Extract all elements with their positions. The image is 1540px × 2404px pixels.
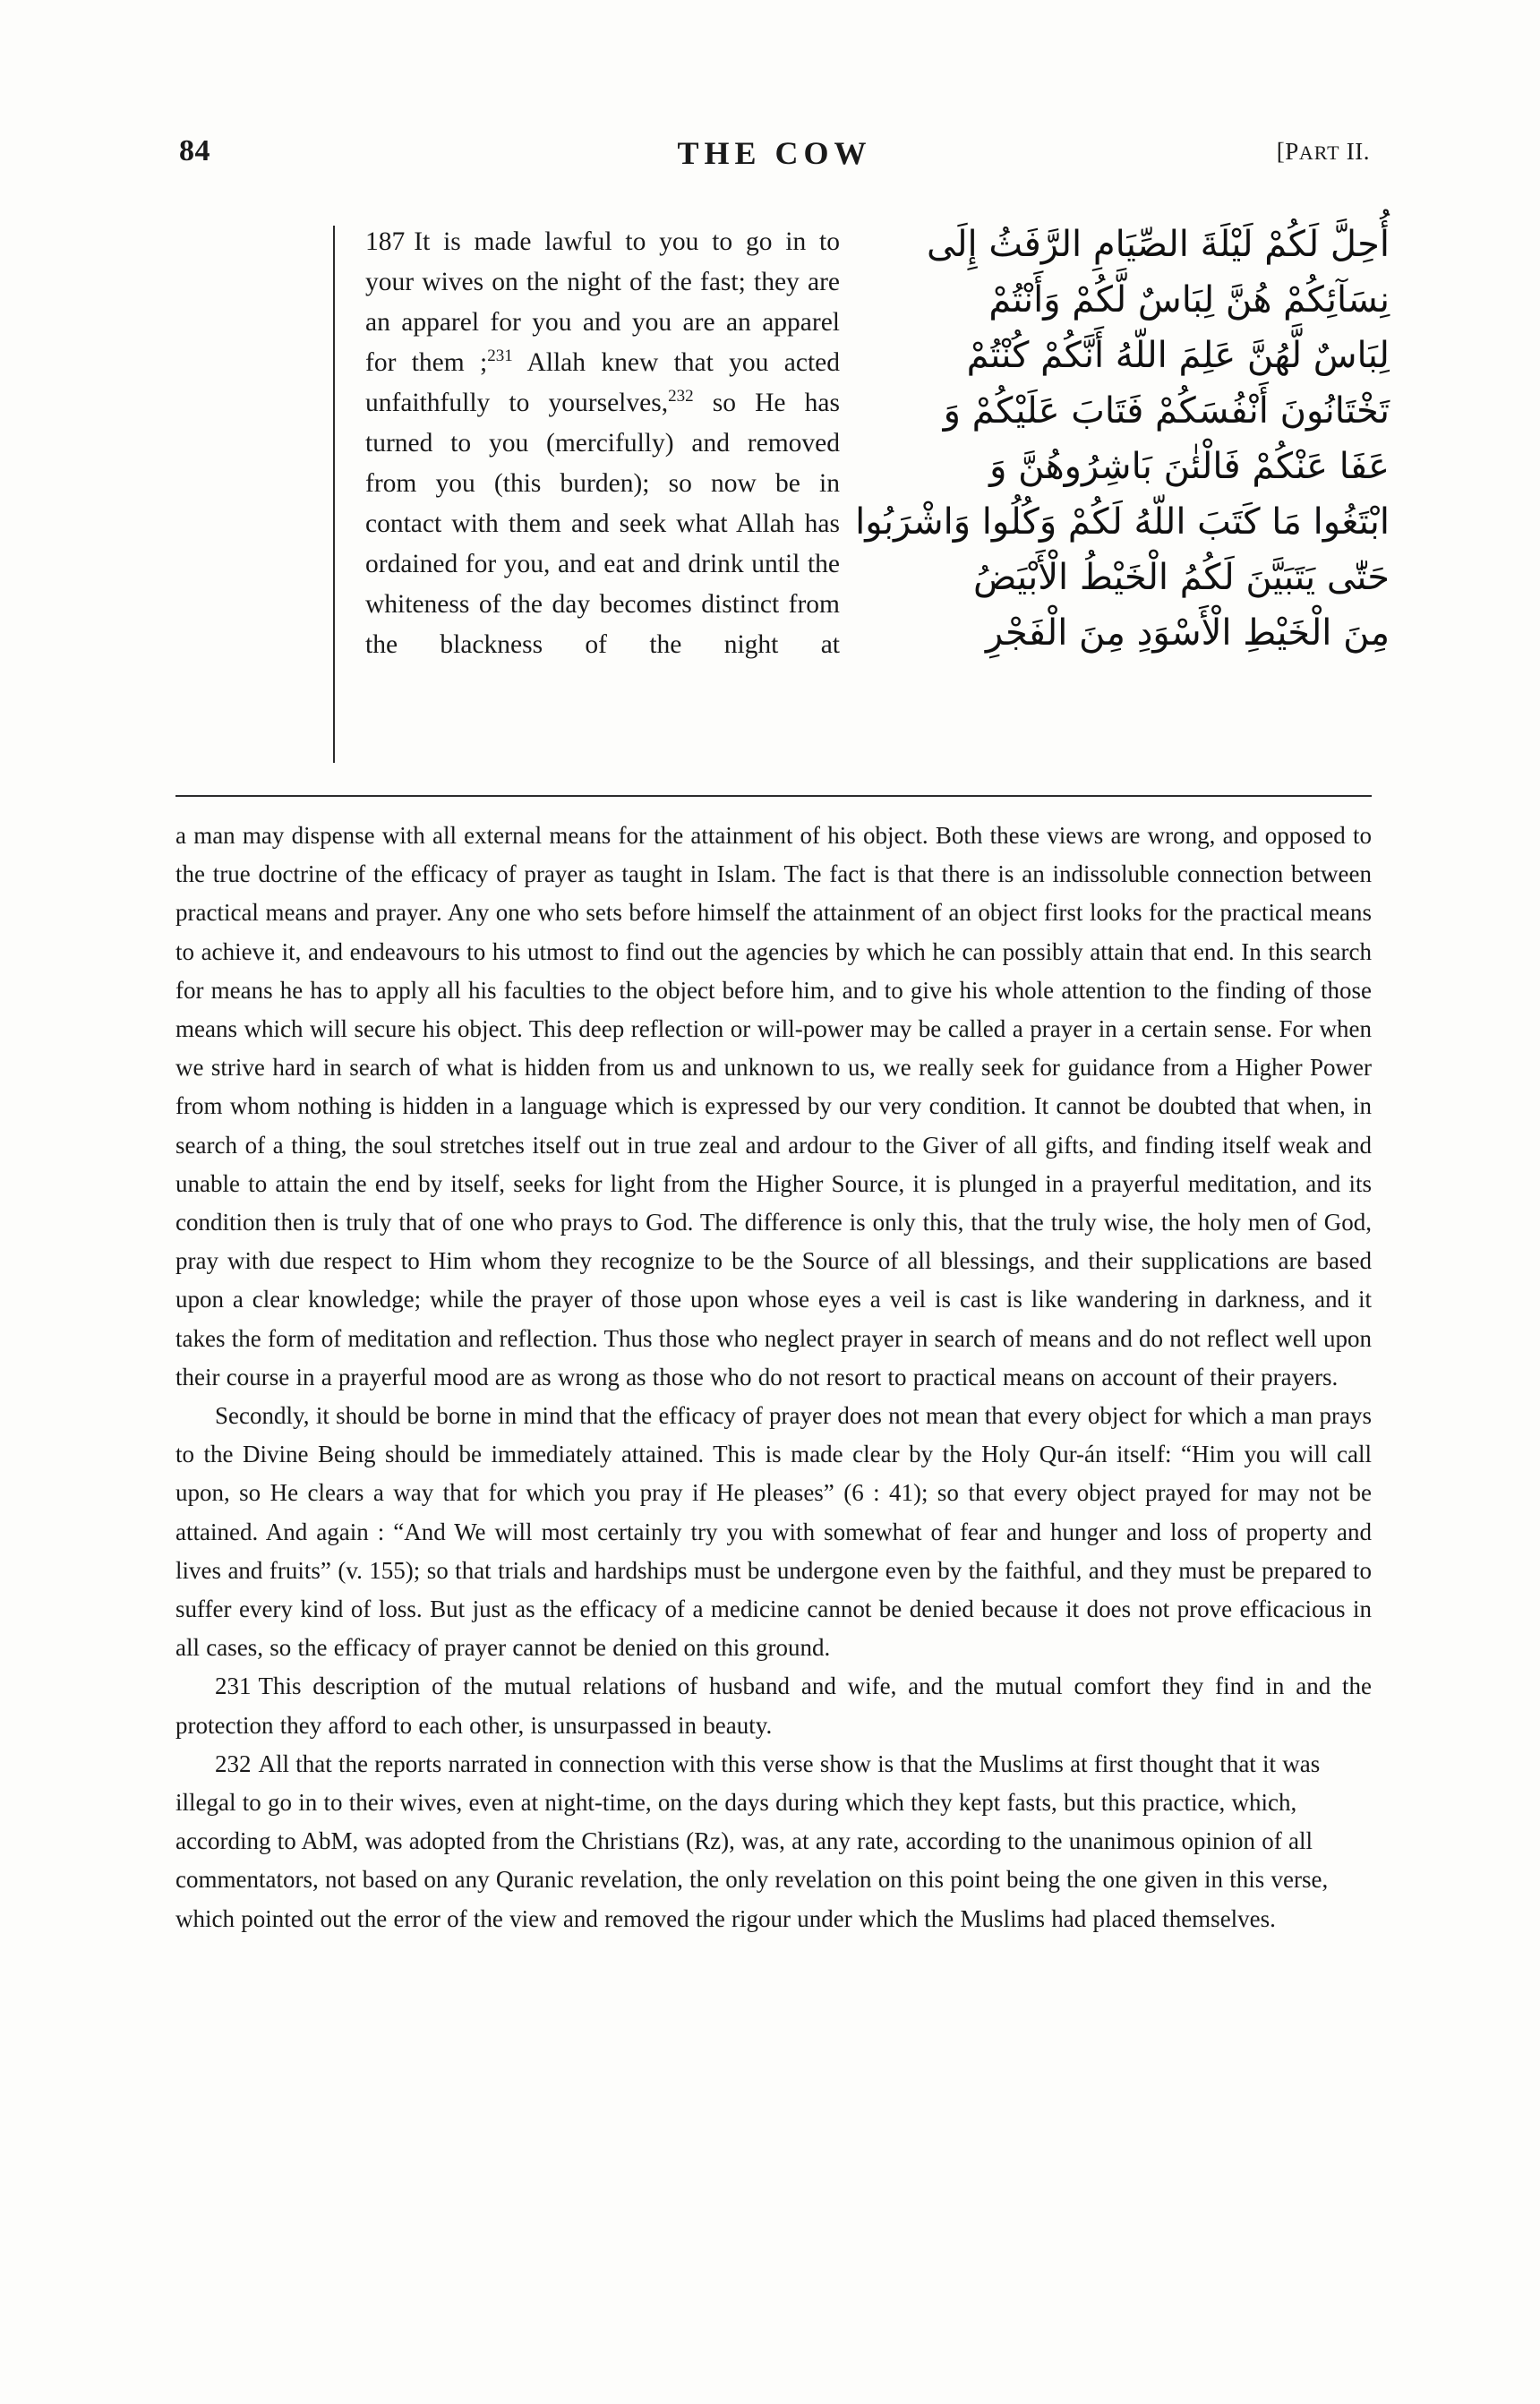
footnote-231-number: 231 [215, 1673, 252, 1700]
part-label-bracket: [ [1276, 138, 1286, 165]
footnote-231-body: This description of the mutual relations of husband and wife, and the mutual comfort they find in and the protection they afford to each other, is unsurpassed in beauty. [175, 1673, 1372, 1739]
part-label-initial: P [1285, 138, 1299, 165]
running-title: THE COW [677, 135, 872, 171]
footnote-ref-231: 231 [487, 346, 513, 366]
vertical-divider [333, 226, 335, 763]
arabic-line: تَخْتَانُونَ أَنْفُسَكُمْ فَتَابَ عَلَيْكُمْ وَ [943, 390, 1390, 432]
part-label-number: II. [1339, 138, 1370, 165]
commentary-paragraph-1: a man may dispense with all external means for the attainment of his object. Both these views are wrong, and opposed to the true doctrine of the efficacy of prayer as taught in Islam. The fact is that there is an indissoluble connection between practical means and prayer. Any one who sets before himself the attainment of an object first looks for the practical means to achieve it, and endeavours to his utmost to find out the agencies by which he can possibly attain that end. In this search for means he has to apply all his faculties to the object before him, and to give his whole attention to the finding of those means which will secure his object. This deep reflection or will-power may be called a prayer in a certain sense. For when we strive hard in search of what is hidden from us and unknown to us, we really seek for guidance from a Higher Power from whom nothing is hidden in a language which is expressed by our very condition. It cannot be doubted that when, in search of a thing, the soul stretches itself out in true zeal and ardour to the Giver of all gifts, and finding itself weak and unable to attain the end by itself, seeks for light from the Higher Source, it is plunged in a prayerful meditation, and its condition then is truly that of one who prays to God. The difference is only this, that the truly wise, the holy men of God, pray with due respect to Him whom they recognize to be the Source of all blessings, and their supplications are based upon a clear knowledge; while the prayer of those upon whose eyes a veil is cast is like wandering in darkness, and it takes the form of meditation and reflection. Thus those who neglect prayer in search of means and do not reflect well upon their course in a prayerful mood are as wrong as those who do not resort to practical means on account of their prayers. [175, 822, 1372, 1390]
footnote-231 [175, 1667, 1372, 1744]
footnote-232-text [175, 1745, 1372, 1938]
arabic-line: عَفَا عَنْكُمْ فَالْئٰنَ بَاشِرُوهُنَّ وَ [989, 446, 1390, 487]
page-header [179, 134, 1370, 179]
verse-number: 187 [365, 227, 406, 256]
arabic-verse-text [855, 217, 1390, 661]
verse-translation [365, 222, 840, 665]
footnote-232 [175, 1745, 1372, 1938]
verse-block [333, 222, 1390, 768]
verse-text-part-2: Allah knew that you acted unfaithfully to yourselves, [365, 348, 840, 417]
commentary-body [175, 817, 1372, 1938]
part-label [1277, 138, 1370, 166]
arabic-line: أُحِلَّ لَكُمْ لَيْلَةَ الصِّيَامِ الرَّفَثُ إِلَى [927, 224, 1390, 265]
footnote-231-text [175, 1667, 1372, 1744]
footnote-ref-232: 232 [668, 387, 694, 406]
horizontal-divider [175, 795, 1372, 797]
arabic-line: حَتّٰى يَتَبَيَّنَ لَكُمُ الْخَيْطُ الْأَبْيَضُ [973, 557, 1390, 598]
part-label-smallcaps: ART [1298, 141, 1340, 164]
commentary-paragraph-2: Secondly, it should be borne in mind that the efficacy of prayer does not mean that every object for which a man prays to the Divine Being should be immediately attained. This is made clear by the Holy Qur-án itself: “Him you will call upon, so He clears a way that for which you pray if He pleases” (6 : 41); so that every object prayed for may not be attained. And again : “And We will most certainly try you with somewhat of fear and hunger and loss of property and lives and fruits” (v. 155); so that trials and hardships must be undergone even by the faithful, and they must be prepared to suffer every kind of loss. But just as the efficacy of a medicine cannot be denied because it does not prove efficacious in all cases, so the efficacy of prayer cannot be denied on this ground. [175, 1402, 1372, 1662]
arabic-line: مِنَ الْخَيْطِ الْأَسْوَدِ مِنَ الْفَجْرِ [985, 612, 1390, 654]
footnote-232-number: 232 [215, 1750, 252, 1777]
arabic-line: ابْتَغُوا مَا كَتَبَ اللّهُ لَكُمْ وَكُلُوا وَاشْرَبُوا [855, 501, 1390, 543]
verse-text-part-1: It is made lawful to you to go in to your wives on the night of the fast; they are an apparel for you and you are an apparel for them ; [365, 227, 840, 377]
footnote-232-body: All that the reports narrated in connection with this verse show is that the Muslims at first thought that it was illegal to go in to their wives, even at night-time, on the days during which they kept fasts, but this practice, which, according to AbM, was adopted from the Christians (Rz), was, at any rate, according to the unanimous opinion of all commentators, not based on any Quranic revelation, the only revelation on this point being the one given in this verse, which pointed out the error of the view and removed the rigour under which the Muslims had placed themselves. [175, 1750, 1329, 1932]
verse-text-part-3: so He has turned to you (mercifully) and removed from you (this burden); so now be in contact with them and seek what Allah has ordained for you, and eat and drink until the whiteness of the day becomes distinct from the blackness of the night at [365, 389, 840, 659]
arabic-line: لِبَاسٌ لَّهُنَّ عَلِمَ اللّهُ أَنَّكُمْ كُنْتُمْ [966, 335, 1390, 376]
arabic-line: نِسَآئِكُمْ هُنَّ لِبَاسٌ لَّكُمْ وَأَنْتُمْ [988, 279, 1390, 321]
page-number: 84 [179, 134, 210, 167]
